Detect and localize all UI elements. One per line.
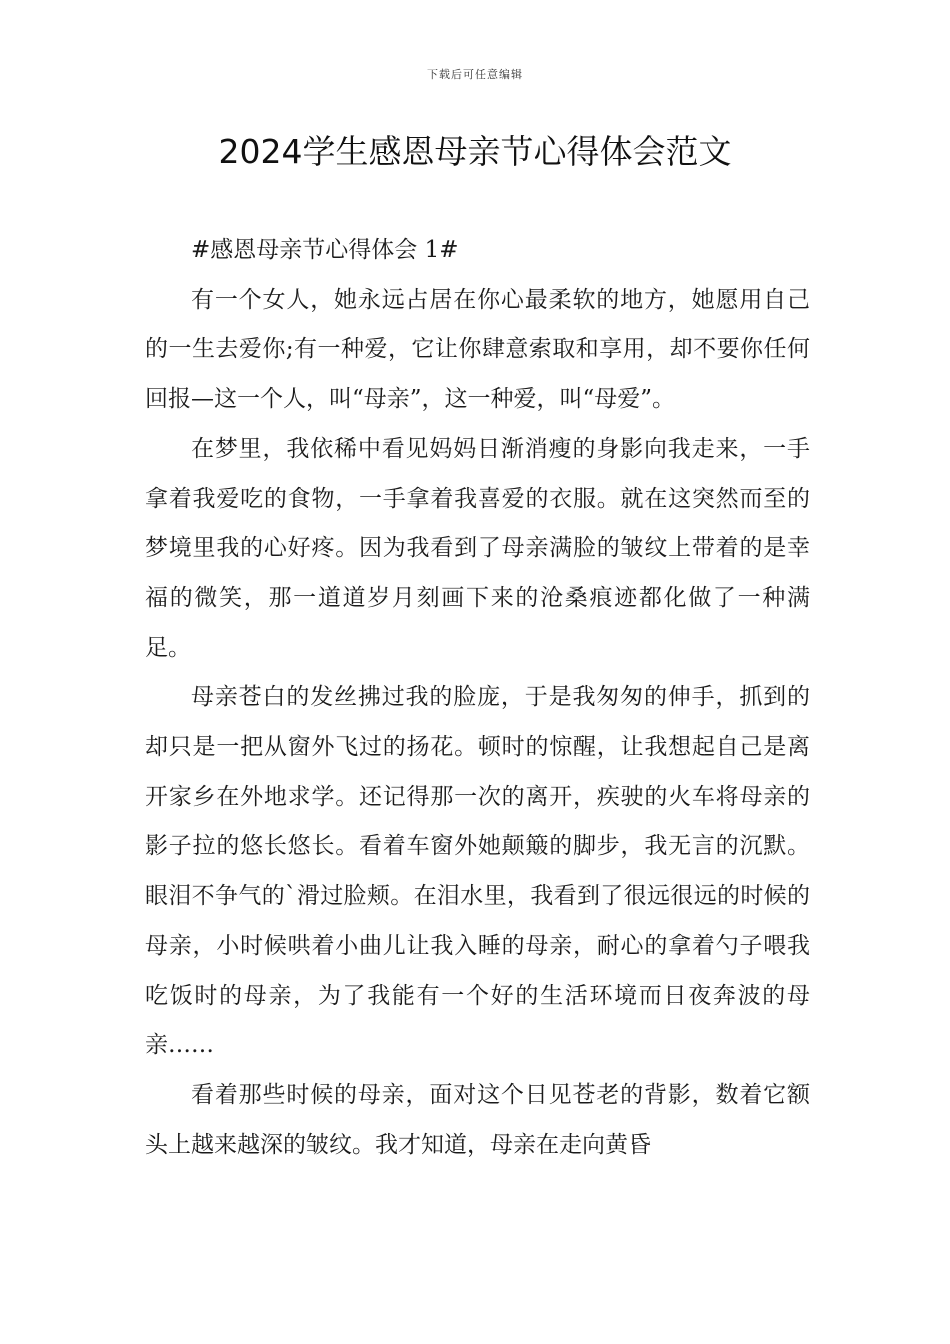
document-title: 2024学生感恩母亲节心得体会范文	[218, 132, 732, 171]
paragraph-3: 母亲苍白的发丝拂过我的脸庞，于是我匆匆的伸手，抓到的却只是一把从窗外飞过的扬花。顿时的惊醒，让我想起自己是离开家乡在外地求学。还记得那一次的离开，疾驶的火车将母亲的影子拉的悠长悠长。看着车窗外她颠簸的脚步，我无言的沉默。眼泪不争气的`滑过脸颊。在泪水里，我看到了很远很远的时候的母亲，小时候哄着小曲儿让我入睡的母亲，耐心的拿着勺子喂我吃饭时的母亲，为了我能有一个好的生活环境而日夜奔波的母亲……	[145, 684, 810, 1059]
header-note: 下载后可任意编辑	[427, 68, 523, 81]
section-heading: #感恩母亲节心得体会 1#	[191, 237, 459, 263]
paragraph-2: 在梦里，我依稀中看见妈妈日渐消瘦的身影向我走来，一手拿着我爱吃的食物，一手拿着我喜爱的衣服。就在这突然而至的梦境里我的心好疼。因为我看到了母亲满脸的皱纹上带着的是幸福的微笑，那一道道岁月刻画下来的沧桑痕迹都化做了一种满足。	[145, 435, 810, 661]
paragraph-4: 看着那些时候的母亲，面对这个日见苍老的背影，数着它额头上越来越深的皱纹。我才知道，母亲在走向黄昏	[145, 1081, 810, 1158]
paragraph-1: 有一个女人，她永远占居在你心最柔软的地方，她愿用自己的一生去爱你;有一种爱，它让你肆意索取和享用，却不要你任何回报—这一个人，叫“母亲”，这一种爱，叫“母爱”。	[145, 286, 810, 413]
document-body	[145, 226, 810, 1170]
